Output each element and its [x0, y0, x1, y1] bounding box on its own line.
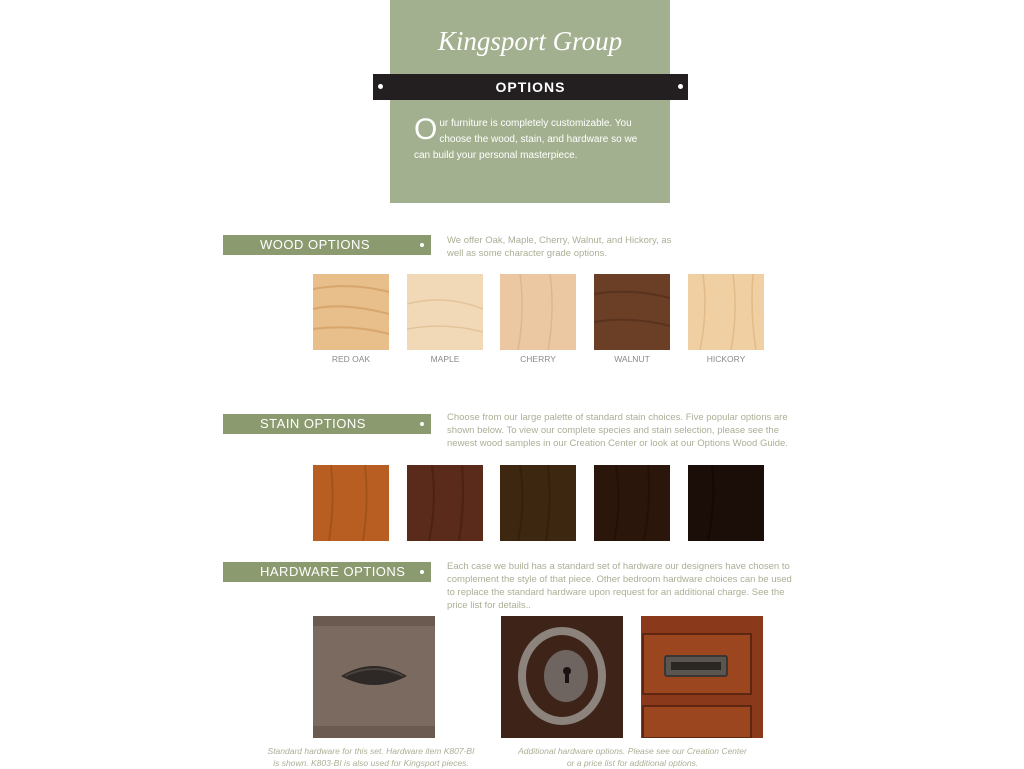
stain-swatch-2[interactable]: [407, 465, 483, 541]
stain-options-heading: [223, 414, 431, 434]
wood-swatch-hickory[interactable]: [688, 274, 764, 350]
intro-text: [414, 113, 654, 164]
wood-grain-icon: [688, 274, 764, 350]
wood-swatch-maple[interactable]: [407, 274, 483, 350]
caption-line: Additional hardware options. Please see our Creation Center: [518, 746, 747, 756]
wood-grain-icon: [407, 274, 483, 350]
hardware-caption-standard: [256, 745, 486, 769]
caption-line: or a price list for additional options.: [566, 758, 699, 768]
intro-body: ur furniture is completely customizable. You choose the wood, stain, and hardware so we can build your personal masterpiece.: [414, 118, 638, 161]
options-banner: [373, 74, 688, 100]
stain-grain-icon: [407, 465, 483, 541]
options-title: OPTIONS: [495, 79, 566, 95]
wood-swatch-walnut[interactable]: [594, 274, 670, 350]
stain-grain-icon: [500, 465, 576, 541]
wood-options-heading: [223, 235, 431, 255]
wood-label-walnut: WALNUT: [614, 354, 650, 364]
wood-label-maple: MAPLE: [430, 354, 460, 364]
bin-pull-icon: [641, 616, 763, 738]
wood-label-red-oak: RED OAK: [331, 354, 371, 364]
hardware-options-description: Each case we build has a standard set of hardware our designers have chosen to complement the style of that piece. Other bedroom hardware choices can be used to replace the standard hardware upon request for an additional charge. See the price list for details..: [447, 561, 792, 611]
stain-swatch-1[interactable]: [313, 465, 389, 541]
stain-swatch-3[interactable]: [500, 465, 576, 541]
stain-options-title: STAIN OPTIONS: [260, 416, 366, 431]
stain-grain-icon: [313, 465, 389, 541]
bullet-dot: [420, 422, 424, 426]
wood-grain-icon: [500, 274, 576, 350]
bullet-dot: [678, 84, 683, 89]
wood-swatch-cherry[interactable]: [500, 274, 576, 350]
bullet-dot: [420, 243, 424, 247]
wood-grain-icon: [313, 274, 389, 350]
stain-grain-icon: [594, 465, 670, 541]
stain-swatch-4[interactable]: [594, 465, 670, 541]
wood-grain-icon: [594, 274, 670, 350]
hardware-caption-additional: [500, 745, 765, 769]
stain-grain-icon: [688, 465, 764, 541]
intro-dropcap: O: [414, 113, 438, 146]
hardware-image-standard[interactable]: [313, 616, 435, 738]
hardware-options-heading: [223, 562, 431, 582]
caption-line: Standard hardware for this set. Hardware item K807-BI: [267, 746, 475, 756]
stain-options-description: Choose from our large palette of standard stain choices. Five popular options are shown below. To view our complete species and stain selection, please see the newest wood samples in our Creation Center or look at our Options Wood Guide.: [447, 412, 788, 449]
ring-pull-icon: [501, 616, 623, 738]
brand-title: Kingsport Group: [437, 26, 623, 56]
hardware-image-ring-pull[interactable]: [501, 616, 623, 738]
bullet-dot: [378, 84, 383, 89]
wood-label-cherry: CHERRY: [520, 354, 556, 364]
hardware-image-bin-pull[interactable]: [641, 616, 763, 738]
wood-options-title: WOOD OPTIONS: [260, 237, 370, 252]
caption-line: is shown. K803-BI is also used for Kingsport pieces.: [273, 758, 469, 768]
wood-swatch-red-oak[interactable]: [313, 274, 389, 350]
wood-label-hickory: HICKORY: [706, 354, 746, 364]
stain-swatch-5[interactable]: [688, 465, 764, 541]
hardware-options-title: HARDWARE OPTIONS: [260, 564, 406, 579]
wood-options-description: We offer Oak, Maple, Cherry, Walnut, and Hickory, as well as some character grade options.: [447, 235, 672, 259]
cup-pull-icon: [313, 616, 435, 738]
bullet-dot: [420, 570, 424, 574]
